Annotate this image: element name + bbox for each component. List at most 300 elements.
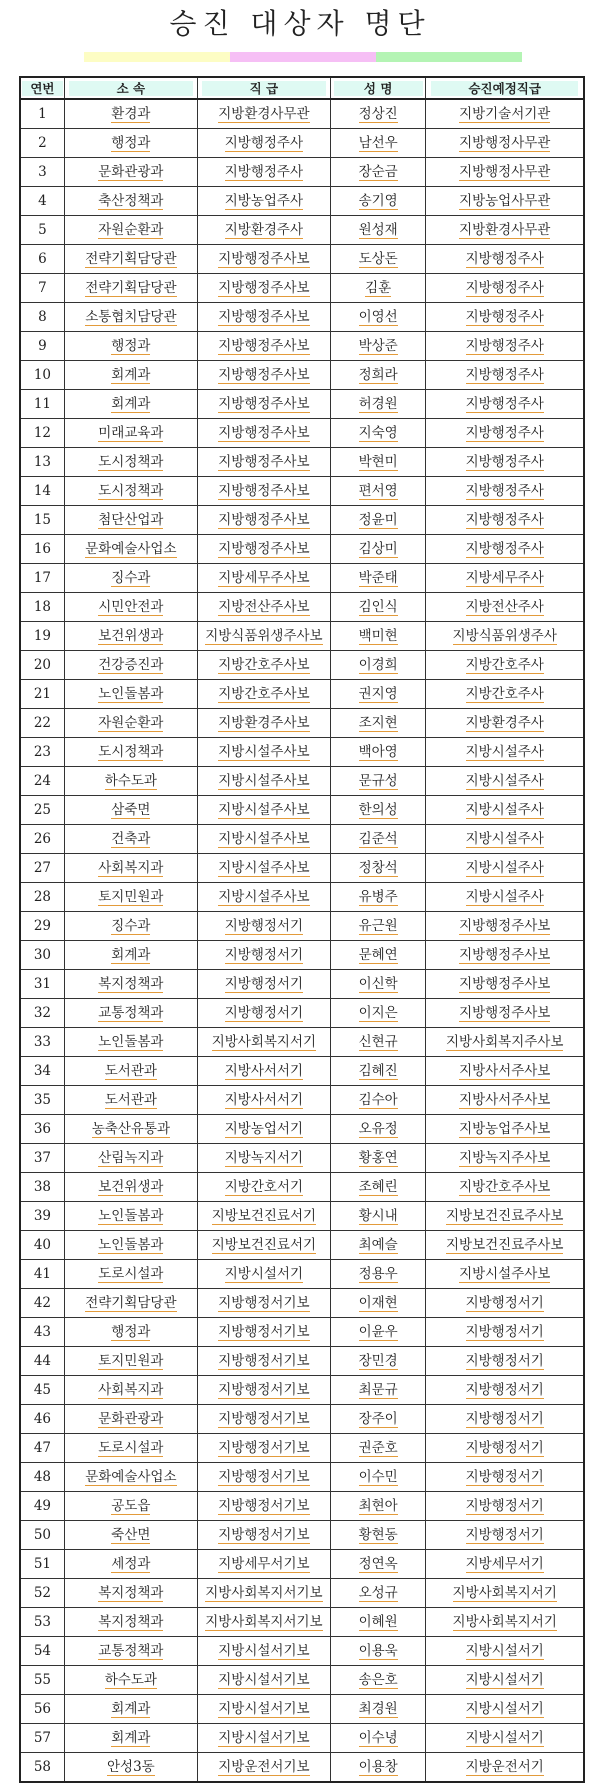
table-row (20, 419, 584, 448)
row-rank-text: 지방시설주사보 (218, 831, 310, 847)
row-seq (20, 1550, 64, 1579)
row-planned-rank-text: 지방시설주사 (465, 889, 544, 905)
row-name-text: 정용우 (358, 1266, 398, 1282)
row-rank-text: 지방시설서기보 (218, 1701, 310, 1717)
header-planned-rank (426, 77, 584, 99)
row-name (330, 1753, 426, 1783)
row-planned-rank-text: 지방간호주사보 (459, 1179, 551, 1195)
table-row (20, 187, 584, 216)
row-department (64, 1608, 197, 1637)
row-planned-rank-text: 지방행정서기 (465, 1353, 544, 1369)
row-rank (197, 99, 330, 129)
row-name (330, 622, 426, 651)
row-name (330, 1057, 426, 1086)
row-department (64, 477, 197, 506)
row-rank (197, 1376, 330, 1405)
header-name-label: 성 명 (334, 81, 423, 96)
row-rank-text: 지방보건진료서기 (211, 1237, 317, 1253)
row-rank (197, 506, 330, 535)
row-planned-rank-text: 지방간호주사 (465, 686, 544, 702)
color-bar-yellow (84, 52, 230, 62)
table-row (20, 1695, 584, 1724)
table-row (20, 854, 584, 883)
row-department (64, 1318, 197, 1347)
row-rank (197, 854, 330, 883)
row-department (64, 245, 197, 274)
row-planned-rank-text: 지방행정사무관 (459, 164, 551, 180)
row-seq-text: 19 (33, 628, 52, 644)
row-name-text: 한의성 (358, 802, 398, 818)
row-planned-rank-text: 지방행정주사 (465, 367, 544, 383)
row-name (330, 535, 426, 564)
row-seq-text: 40 (33, 1237, 52, 1253)
row-name (330, 187, 426, 216)
row-name-text: 이경희 (358, 657, 398, 673)
row-department (64, 651, 197, 680)
row-seq-text: 33 (33, 1034, 52, 1050)
row-name-text: 황홍연 (358, 1150, 398, 1166)
row-seq (20, 651, 64, 680)
table-row (20, 767, 584, 796)
row-department-text: 회계과 (111, 1730, 151, 1746)
row-rank-text: 지방세무서기보 (218, 1556, 310, 1572)
row-name-text: 황현동 (358, 1527, 398, 1543)
row-department-text: 징수과 (111, 918, 151, 934)
row-seq (20, 1608, 64, 1637)
row-name (330, 1637, 426, 1666)
table-row (20, 1289, 584, 1318)
table-row (20, 1376, 584, 1405)
row-rank (197, 1057, 330, 1086)
row-planned-rank (426, 1608, 584, 1637)
row-name (330, 245, 426, 274)
table-row (20, 1115, 584, 1144)
row-seq (20, 970, 64, 999)
row-name-text: 이용창 (358, 1759, 398, 1775)
row-rank-text: 지방시설서기보 (218, 1730, 310, 1746)
row-department (64, 883, 197, 912)
row-department (64, 129, 197, 158)
row-seq (20, 622, 64, 651)
row-seq-text: 53 (33, 1614, 52, 1630)
table-row (20, 361, 584, 390)
row-rank (197, 622, 330, 651)
row-planned-rank-text: 지방시설서기 (465, 1643, 544, 1659)
row-planned-rank (426, 564, 584, 593)
row-department (64, 970, 197, 999)
row-department-text: 문화예술사업소 (85, 541, 177, 557)
row-name-text: 박현미 (358, 454, 398, 470)
row-planned-rank (426, 1173, 584, 1202)
row-planned-rank (426, 767, 584, 796)
row-planned-rank (426, 651, 584, 680)
row-planned-rank (426, 477, 584, 506)
row-name (330, 1115, 426, 1144)
row-department-text: 세정과 (111, 1556, 151, 1572)
row-department (64, 1492, 197, 1521)
table-row (20, 883, 584, 912)
row-department (64, 767, 197, 796)
table-row (20, 303, 584, 332)
row-seq-text: 23 (33, 744, 52, 760)
row-planned-rank (426, 419, 584, 448)
row-department (64, 332, 197, 361)
row-name (330, 1318, 426, 1347)
row-planned-rank-text: 지방시설주사 (465, 831, 544, 847)
table-row (20, 796, 584, 825)
row-name (330, 332, 426, 361)
row-department (64, 1086, 197, 1115)
row-name-text: 이수녕 (358, 1730, 398, 1746)
table-row (20, 216, 584, 245)
row-planned-rank (426, 1666, 584, 1695)
row-seq (20, 158, 64, 187)
row-department-text: 농축산유통과 (91, 1121, 170, 1137)
row-rank (197, 767, 330, 796)
row-rank-text: 지방행정서기보 (218, 1411, 310, 1427)
row-planned-rank (426, 1115, 584, 1144)
row-planned-rank (426, 535, 584, 564)
row-name-text: 이혜원 (358, 1614, 398, 1630)
row-name-text: 이재현 (358, 1295, 398, 1311)
row-name-text: 박상준 (358, 338, 398, 354)
row-rank (197, 477, 330, 506)
row-name-text: 정윤미 (358, 512, 398, 528)
table-row (20, 506, 584, 535)
row-department (64, 448, 197, 477)
row-name (330, 854, 426, 883)
row-planned-rank-text: 지방농업주사보 (459, 1121, 551, 1137)
row-rank (197, 390, 330, 419)
row-rank-text: 지방운전서기보 (218, 1759, 310, 1775)
row-department-text: 노인돌봄과 (98, 686, 164, 702)
row-seq (20, 506, 64, 535)
row-seq (20, 912, 64, 941)
row-planned-rank-text: 지방행정주사 (465, 454, 544, 470)
row-seq-text: 43 (33, 1324, 52, 1340)
row-planned-rank (426, 912, 584, 941)
row-name (330, 99, 426, 129)
table-row (20, 1231, 584, 1260)
table-row (20, 1550, 584, 1579)
row-seq-text: 36 (33, 1121, 52, 1137)
row-rank-text: 지방시설주사보 (218, 889, 310, 905)
promotion-table (19, 76, 585, 1783)
table-row (20, 390, 584, 419)
row-seq-text: 55 (33, 1672, 52, 1688)
row-department (64, 796, 197, 825)
row-rank-text: 지방식품위생주사보 (205, 628, 323, 644)
row-name (330, 1492, 426, 1521)
table-row (20, 274, 584, 303)
row-department (64, 1637, 197, 1666)
row-planned-rank (426, 1521, 584, 1550)
row-planned-rank-text: 지방행정서기 (465, 1469, 544, 1485)
row-department-text: 삼죽면 (111, 802, 151, 818)
row-planned-rank (426, 1463, 584, 1492)
row-department (64, 1057, 197, 1086)
row-rank (197, 1463, 330, 1492)
row-seq (20, 1028, 64, 1057)
row-planned-rank (426, 883, 584, 912)
table-row (20, 1173, 584, 1202)
row-planned-rank-text: 지방세무주사 (465, 570, 544, 586)
color-bar-pink (230, 52, 376, 62)
table-row (20, 1666, 584, 1695)
row-name-text: 권지영 (358, 686, 398, 702)
row-planned-rank (426, 129, 584, 158)
row-seq (20, 1289, 64, 1318)
row-department-text: 도시정책과 (98, 744, 164, 760)
row-seq-text: 38 (33, 1179, 52, 1195)
row-seq-text: 56 (33, 1701, 52, 1717)
row-planned-rank (426, 854, 584, 883)
row-seq-text: 6 (38, 251, 47, 267)
row-department (64, 303, 197, 332)
row-planned-rank (426, 622, 584, 651)
row-rank-text: 지방시설서기보 (218, 1672, 310, 1688)
row-seq (20, 680, 64, 709)
row-name (330, 419, 426, 448)
row-rank (197, 1318, 330, 1347)
row-seq (20, 796, 64, 825)
row-rank (197, 1086, 330, 1115)
row-department (64, 999, 197, 1028)
row-seq (20, 448, 64, 477)
table-row (20, 680, 584, 709)
row-department (64, 738, 197, 767)
row-department (64, 1173, 197, 1202)
row-planned-rank-text: 지방사서주사보 (459, 1063, 551, 1079)
row-seq-text: 21 (33, 686, 52, 702)
row-department (64, 1347, 197, 1376)
row-rank-text: 지방사서서기 (224, 1092, 304, 1108)
row-planned-rank (426, 1550, 584, 1579)
row-rank (197, 1115, 330, 1144)
row-department-text: 건강증진과 (98, 657, 164, 673)
row-planned-rank (426, 796, 584, 825)
row-seq-text: 15 (33, 512, 52, 528)
row-rank (197, 419, 330, 448)
row-planned-rank-text: 지방보건진료주사보 (446, 1237, 564, 1253)
row-seq-text: 46 (33, 1411, 52, 1427)
row-department-text: 복지정책과 (98, 976, 164, 992)
row-rank-text: 지방행정주사보 (218, 251, 310, 267)
row-name (330, 593, 426, 622)
row-department-text: 시민안전과 (98, 599, 164, 615)
row-seq (20, 738, 64, 767)
row-name (330, 1724, 426, 1753)
row-rank-text: 지방간호서기 (224, 1179, 304, 1195)
row-seq-text: 31 (33, 976, 52, 992)
row-seq (20, 1202, 64, 1231)
row-planned-rank (426, 1289, 584, 1318)
row-department-text: 하수도과 (104, 773, 157, 789)
row-planned-rank (426, 448, 584, 477)
row-name-text: 오성규 (358, 1585, 398, 1601)
row-department (64, 825, 197, 854)
row-department-text: 도로시설과 (98, 1266, 164, 1282)
row-department (64, 593, 197, 622)
row-department-text: 회계과 (111, 396, 151, 412)
row-rank (197, 332, 330, 361)
row-rank (197, 941, 330, 970)
row-rank-text: 지방간호주사보 (218, 657, 310, 673)
row-seq (20, 332, 64, 361)
row-rank-text: 지방환경주사보 (218, 715, 310, 731)
row-name-text: 백아영 (358, 744, 398, 760)
row-department-text: 징수과 (111, 570, 151, 586)
row-seq-text: 39 (33, 1208, 52, 1224)
row-department-text: 행정과 (111, 135, 151, 151)
row-rank-text: 지방사회복지서기보 (205, 1585, 323, 1601)
row-rank (197, 535, 330, 564)
row-rank-text: 지방행정서기보 (218, 1498, 310, 1514)
table-row (20, 535, 584, 564)
row-department (64, 274, 197, 303)
row-department (64, 1202, 197, 1231)
row-name (330, 129, 426, 158)
row-rank-text: 지방행정서기 (224, 947, 304, 963)
row-rank-text: 지방환경사무관 (218, 106, 310, 122)
row-name-text: 김인식 (358, 599, 398, 615)
row-rank (197, 912, 330, 941)
row-rank-text: 지방사회복지서기보 (205, 1614, 323, 1630)
row-seq-text: 8 (38, 309, 47, 325)
row-rank (197, 216, 330, 245)
row-seq-text: 11 (33, 396, 52, 412)
row-department (64, 1579, 197, 1608)
row-seq-text: 51 (33, 1556, 52, 1572)
table-row (20, 129, 584, 158)
row-department-text: 안성3동 (107, 1759, 155, 1775)
row-name-text: 황시내 (358, 1208, 398, 1224)
row-seq (20, 1579, 64, 1608)
row-name-text: 오유정 (358, 1121, 398, 1137)
table-row (20, 1492, 584, 1521)
table-row (20, 999, 584, 1028)
row-seq-text: 32 (33, 1005, 52, 1021)
row-seq (20, 1724, 64, 1753)
row-seq (20, 1753, 64, 1783)
row-rank-text: 지방시설주사보 (218, 744, 310, 760)
row-seq-text: 34 (33, 1063, 52, 1079)
row-rank (197, 1260, 330, 1289)
row-name (330, 1144, 426, 1173)
row-rank-text: 지방세무주사보 (218, 570, 310, 586)
row-department (64, 680, 197, 709)
row-seq (20, 1231, 64, 1260)
row-planned-rank-text: 지방세무서기 (465, 1556, 544, 1572)
row-name-text: 송기영 (358, 193, 398, 209)
row-planned-rank-text: 지방행정주사 (465, 280, 544, 296)
header-rank-label: 직 급 (202, 81, 326, 96)
row-planned-rank-text: 지방시설주사 (465, 744, 544, 760)
row-name (330, 1260, 426, 1289)
row-rank (197, 1405, 330, 1434)
row-name (330, 1434, 426, 1463)
row-planned-rank (426, 680, 584, 709)
row-rank (197, 1579, 330, 1608)
row-planned-rank-text: 지방기술서기관 (459, 106, 551, 122)
row-seq-text: 12 (33, 425, 52, 441)
row-seq (20, 535, 64, 564)
table-row (20, 593, 584, 622)
row-rank (197, 1202, 330, 1231)
row-name (330, 158, 426, 187)
row-department (64, 506, 197, 535)
row-name (330, 1666, 426, 1695)
row-planned-rank-text: 지방시설주사 (465, 773, 544, 789)
row-name-text: 편서영 (358, 483, 398, 499)
row-rank-text: 지방시설주사보 (218, 773, 310, 789)
row-rank-text: 지방사회복지서기 (211, 1034, 317, 1050)
header-seq-label: 연번 (22, 81, 62, 96)
row-rank-text: 지방녹지서기 (224, 1150, 304, 1166)
row-seq-text: 49 (33, 1498, 52, 1514)
row-name-text: 정상진 (358, 106, 398, 122)
row-seq-text: 3 (38, 164, 47, 180)
row-department-text: 사회복지과 (98, 860, 164, 876)
row-seq-text: 4 (38, 193, 47, 209)
row-rank-text: 지방행정서기보 (218, 1382, 310, 1398)
row-planned-rank (426, 999, 584, 1028)
row-name (330, 1521, 426, 1550)
row-rank-text: 지방전산주사보 (218, 599, 310, 615)
row-planned-rank-text: 지방행정서기 (465, 1527, 544, 1543)
row-seq-text: 18 (33, 599, 52, 615)
row-department-text: 도서관과 (104, 1063, 157, 1079)
table-row (20, 1347, 584, 1376)
row-seq (20, 1347, 64, 1376)
row-seq (20, 1434, 64, 1463)
row-rank (197, 1550, 330, 1579)
row-name (330, 825, 426, 854)
row-seq (20, 825, 64, 854)
row-planned-rank (426, 245, 584, 274)
row-rank (197, 1608, 330, 1637)
row-seq (20, 1492, 64, 1521)
row-department (64, 1463, 197, 1492)
row-seq-text: 30 (33, 947, 52, 963)
row-rank-text: 지방행정주사보 (218, 367, 310, 383)
row-planned-rank (426, 303, 584, 332)
row-name-text: 이신학 (358, 976, 398, 992)
row-rank (197, 1666, 330, 1695)
row-department-text: 교통정책과 (98, 1643, 164, 1659)
row-rank (197, 1173, 330, 1202)
row-name (330, 1289, 426, 1318)
row-name (330, 709, 426, 738)
row-rank-text: 지방행정서기보 (218, 1324, 310, 1340)
row-planned-rank-text: 지방행정서기 (465, 1324, 544, 1340)
row-name (330, 796, 426, 825)
row-seq (20, 709, 64, 738)
row-planned-rank-text: 지방행정주사 (465, 338, 544, 354)
row-name (330, 390, 426, 419)
row-name-text: 최문규 (358, 1382, 398, 1398)
row-department-text: 회계과 (111, 947, 151, 963)
row-planned-rank-text: 지방사회복지서기 (452, 1614, 557, 1630)
row-rank (197, 1724, 330, 1753)
row-rank-text: 지방행정주사보 (218, 512, 310, 528)
row-rank (197, 1492, 330, 1521)
header-name (330, 77, 426, 99)
row-seq (20, 245, 64, 274)
row-department-text: 자원순환과 (98, 715, 164, 731)
row-planned-rank (426, 187, 584, 216)
row-department-text: 회계과 (111, 367, 151, 383)
